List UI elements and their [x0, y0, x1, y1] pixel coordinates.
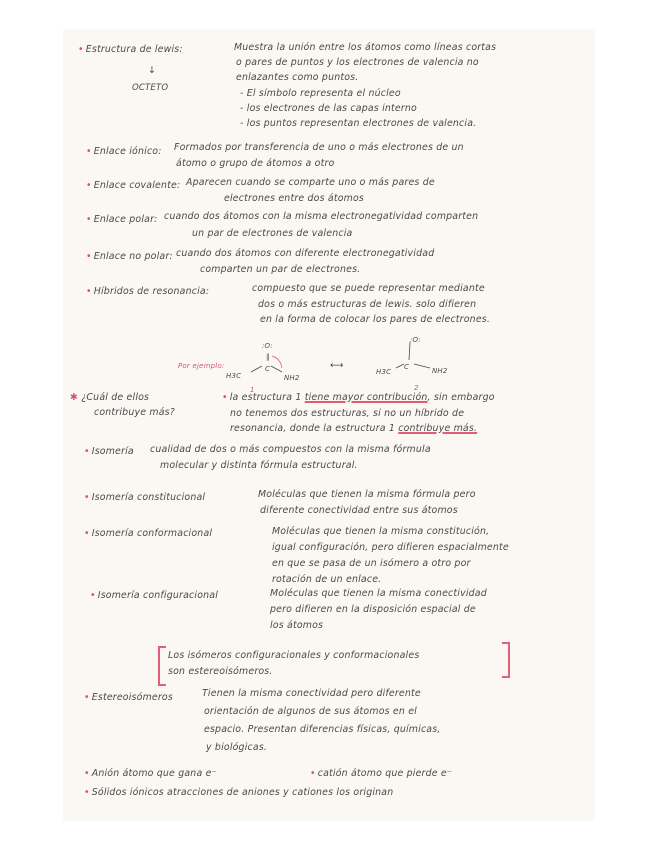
boxed-line-1: Los isómeros configuracionales y conformacionales [168, 650, 420, 661]
nopolar-line-2: comparten un par de electrones. [200, 264, 361, 275]
conformacional-line-3: en que se pasa de un isómero a otro por [272, 558, 471, 569]
s2-carbon: C [404, 363, 410, 371]
nopolar-line-1: cuando dos átomos con diferente electronegatividad [176, 248, 435, 259]
configuracional-line-3: los átomos [270, 620, 324, 631]
s2-nh2: NH2 [432, 367, 448, 375]
isomeria-line-2: molecular y distinta fórmula estructural. [160, 460, 358, 471]
s1-number: 1 [250, 386, 255, 394]
star-icon: ✱ [70, 392, 79, 403]
polar-line-1: cuando dos átomos con la misma electronegatividad comparten [164, 211, 479, 222]
estereo-term: • Estereoisómeros [84, 692, 173, 703]
ionico-line-2: átomo o grupo de átomos a otro [176, 158, 335, 169]
covalente-line-2: electrones entre dos átomos [224, 193, 364, 204]
conformacional-term: • Isomería conformacional [84, 528, 213, 539]
constitucional-term: • Isomería constitucional [84, 492, 206, 503]
isomeria-term: • Isomería [84, 446, 134, 457]
covalente-line-1: Aparecen cuando se comparte uno o más pares de [186, 177, 435, 188]
resonancia-term: • Híbridos de resonancia: [86, 286, 210, 297]
resonancia-line-2: dos o más estructuras de lewis. solo difieren [258, 299, 477, 310]
estereo-line-1: Tienen la misma conectividad pero diferente [202, 688, 421, 699]
s1-h3c: H3C [226, 372, 242, 380]
ionico-line-1: Formados por transferencia de uno o más electrones de un [174, 142, 464, 153]
structure-bonds [224, 330, 464, 400]
conformacional-line-4: rotación de un enlace. [272, 574, 382, 585]
answer-line-2: no tenemos dos estructuras, si no un híbrido de [230, 408, 465, 419]
lewis-line-3: enlazantes como puntos. [236, 72, 359, 83]
answer-line-3: resonancia, donde la estructura 1 contribuye más. [230, 423, 478, 434]
example-label: Por ejemplo: [178, 362, 225, 370]
s1-nh2: NH2 [284, 374, 300, 382]
constitucional-line-1: Moléculas que tienen la misma fórmula pero [258, 489, 476, 500]
bracket-right [502, 642, 510, 678]
resonancia-line-1: compuesto que se puede representar mediante [252, 283, 485, 294]
nopolar-term: • Enlace no polar: [86, 251, 173, 262]
lewis-line-2: o pares de puntos y los electrones de valencia no [236, 57, 479, 68]
constitucional-line-2: diferente conectividad entre sus átomos [260, 505, 458, 516]
s2-number: 2 [414, 384, 419, 392]
answer-line-1: • la estructura 1 tiene mayor contribución, sin embargo [222, 392, 495, 403]
anion-item: • Anión átomo que gana e⁻ [84, 768, 217, 779]
configuracional-line-1: Moléculas que tienen la misma conectividad [270, 588, 487, 599]
bracket-left [158, 646, 166, 686]
lewis-line-1: Muestra la unión entre los átomos como líneas cortas [234, 42, 497, 53]
lewis-line-5: - los electrones de las capas interno [240, 103, 417, 114]
s1-carbon: C [265, 365, 271, 373]
covalente-term: • Enlace covalente: [86, 180, 181, 191]
isomeria-line-1: cualidad de dos o más compuestos con la misma fórmula [150, 444, 431, 455]
configuracional-term: • Isomería configuracional [90, 590, 219, 601]
estereo-line-4: y biológicas. [206, 742, 268, 753]
ionico-term: • Enlace iónico: [86, 146, 162, 157]
polar-term: • Enlace polar: [86, 214, 158, 225]
lewis-term: • Estructura de lewis: [78, 44, 183, 55]
question-line-1: ✱ ¿Cuál de ellos [70, 392, 150, 403]
s1-double-bond: ‖ [266, 353, 270, 361]
octeto-label: OCTETO [132, 83, 169, 93]
configuracional-line-2: pero difieren en la disposición espacial de [270, 604, 476, 615]
lewis-line-6: - los puntos representan electrones de valencia. [240, 118, 477, 129]
estereo-line-3: espacio. Presentan diferencias físicas, químicas, [204, 724, 441, 735]
cation-item: • catión átomo que pierde e⁻ [310, 768, 453, 779]
estereo-line-2: orientación de algunos de sus átomos en el [204, 706, 417, 717]
polar-line-2: un par de electrones de valencia [192, 228, 353, 239]
s2-h3c: H3C [376, 368, 392, 376]
lewis-line-4: - El símbolo representa el núcleo [240, 88, 401, 99]
notebook-page [64, 30, 594, 820]
solidos-item: • Sólidos iónicos atracciones de aniones y cationes los originan [84, 787, 394, 798]
s1-oxygen: :O: [262, 342, 273, 350]
resonance-arrow: ⟷ [330, 360, 344, 371]
boxed-line-2: son estereoisómeros. [168, 666, 273, 677]
resonancia-line-3: en la forma de colocar los pares de electrones. [260, 314, 491, 325]
s2-oxygen: :O: [410, 336, 421, 344]
conformacional-line-1: Moléculas que tienen la misma constitución, [272, 526, 490, 537]
question-line-2: contribuye más? [94, 407, 175, 418]
lewis-arrow: ↓ [148, 65, 157, 76]
conformacional-line-2: igual configuración, pero difieren espacialmente [272, 542, 509, 553]
